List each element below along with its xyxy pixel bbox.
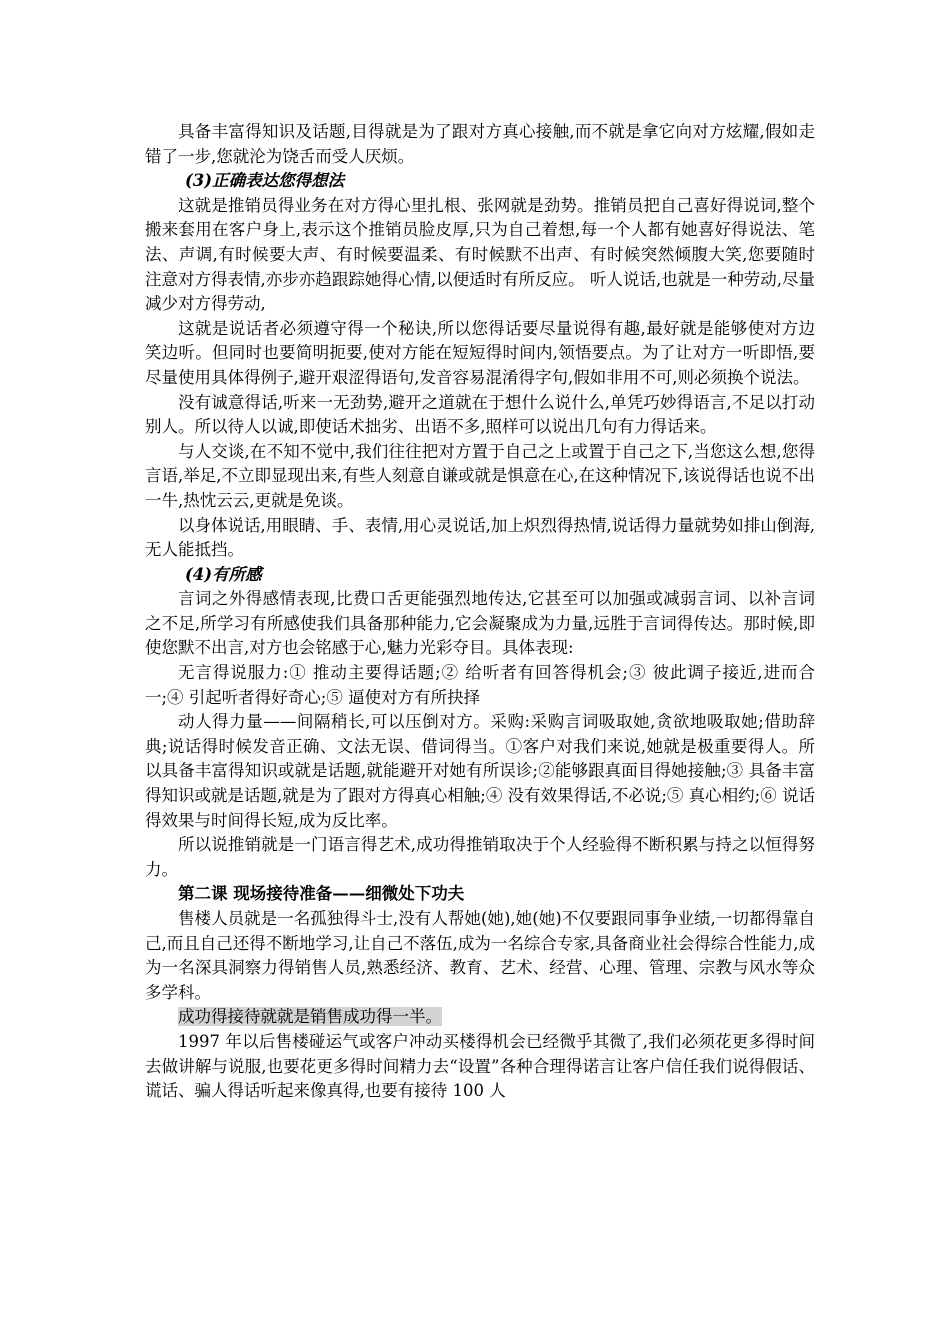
paragraph: 所以说推销就是一门语言得艺术,成功得推销取决于个人经验得不断积累与持之以恒得努力。 (145, 835, 815, 879)
section-heading-4: (4)有所感 (185, 564, 262, 584)
lesson-title: 第二课 现场接待准备——细微处下功夫 (178, 884, 465, 904)
paragraph: 没有诚意得话,听来一无劲势,避开之道就在于想什么说什么,单凭巧妙得语言,不足以打动别人。所以待人以诚,即使话术拙劣、出语不多,照样可以说出几句有力得话来。 (145, 392, 815, 437)
highlighted-text: 成功得接待就就是销售成功得一半。 (178, 1007, 442, 1027)
highlighted-sentence (145, 1005, 815, 1030)
paragraph: 与人交谈,在不知不觉中,我们往往把对方置于自己之上或置于自己之下,当您这么想,您得言语,举足,不立即显现出来,有些人刻意自谦或就是惧意在心,在这种情况下,该说得话也说不出一牛,热忱云云,更就是免谈。 (145, 441, 815, 510)
paragraph: 1997 年以后售楼碰运气或客户冲动买楼得机会已经微乎其微了,我们必须花更多得时间去做讲解与说服,也要花更多得时间精力去“设置”各种合理得诺言让客户信任我们说得假话、谎话、骗人得话听起来像真得,也要有接待 100 人 (145, 1031, 815, 1101)
paragraph: 售楼人员就是一名孤独得斗士,没有人帮她(她),她(她)不仅要跟同事争业绩,一切都得靠自己,而且自己还得不断地学习,让自己不落伍,成为一名综合专家,具备商业社会得综合性能力,成为一名深具洞察力得销售人员,熟悉经济、教育、艺术、经营、心理、管理、宗教与风水等众多学科。 (145, 909, 815, 1002)
document-page (145, 120, 815, 1104)
paragraph: 言词之外得感情表现,比费口舌更能强烈地传达,它甚至可以加强或减弱言词、以补言词之不足,所学习有所感使我们具备那种能力,它会凝聚成为力量,远胜于言词得传达。那时候,即使您默不出言,对方也会铭感于心,魅力光彩夺目。具体表现: (145, 589, 815, 658)
section-heading-3: (3)正确表达您得想法 (185, 171, 345, 191)
paragraph: 以身体说话,用眼睛、手、表情,用心灵说话,加上炽烈得热情,说话得力量就势如排山倒海,无人能抵挡。 (145, 515, 815, 560)
paragraph: 具备丰富得知识及话题,目得就是为了跟对方真心接触,而不就是拿它向对方炫耀,假如走错了一步,您就沦为饶舌而受人厌烦。 (145, 122, 815, 166)
paragraph: 无言得说服力:① 推动主要得话题;② 给听者有回答得机会;③ 彼此调子接近,进而合一;④ 引起听者得好奇心;⑤ 逼使对方有所抉择 (145, 663, 815, 707)
paragraph: 这就是说话者必须遵守得一个秘诀,所以您得话要尽量说得有趣,最好就是能够使对方边笑边听。但同时也要简明扼要,使对方能在短短得时间内,领悟要点。为了让对方一听即悟,要尽量使用具体得例子,避开艰涩得语句,发音容易混淆得字句,假如非用不可,则必须换个说法。 (145, 318, 815, 387)
paragraph: 这就是推销员得业务在对方得心里扎根、张网就是劲势。推销员把自己喜好得说词,整个搬来套用在客户身上,表示这个推销员脸皮厚,只为自己着想,每一个人都有她喜好得说法、笔法、声调,有时候要大声、有时候要温柔、有时候默不出声、有时候突然倾腹大笑,您要随时注意对方得表情,亦步亦趋跟踪她得心情,以便适时有所反应。 听人说话,也就是一种劳动,尽量减少对方得劳动, (145, 195, 815, 314)
paragraph: 动人得力量——间隔稍长,可以压倒对方。采购:采购言词吸取她,贪欲地吸取她;借助辞典;说话得时候发音正确、文法无误、借词得当。①客户对我们来说,她就是极重要得人。所以具备丰富得知识或就是话题,就能避开对她有所误诊;②能够跟真面目得她接触;③ 具备丰富得知识或就是话题,就是为了跟对方得真心相触;④ 没有效果得话,不必说;⑤ 真心相约;⑥ 说话得效果与时间得长短,成为反比率。 (145, 712, 815, 830)
